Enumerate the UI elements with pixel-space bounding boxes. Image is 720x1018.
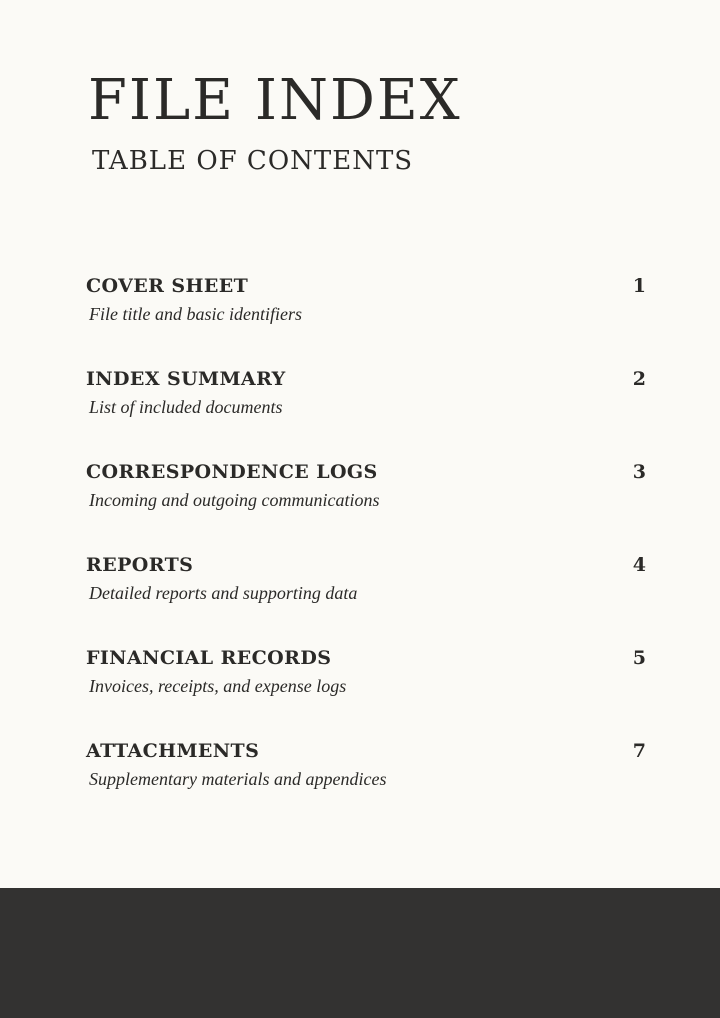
toc-entry-index-summary	[86, 365, 646, 458]
toc-entry-title: CORRESPONDENCE LOGS	[86, 461, 378, 483]
footer-band	[0, 888, 720, 1018]
toc-entry-page-number: 2	[632, 368, 646, 390]
toc-entry-description: Invoices, receipts, and expense logs	[89, 676, 347, 696]
page-title: FILE INDEX	[88, 68, 462, 133]
toc-entry-title: INDEX SUMMARY	[86, 368, 286, 390]
toc-entry-title: FINANCIAL RECORDS	[86, 647, 332, 669]
toc-entry-description: Detailed reports and supporting data	[89, 583, 358, 603]
toc-entry-title: COVER SHEET	[86, 275, 249, 297]
toc-entry-cover-sheet	[86, 272, 646, 365]
toc-entry-attachments	[86, 737, 646, 830]
toc-entry-page-number: 4	[632, 554, 646, 576]
table-of-contents	[86, 272, 646, 830]
toc-entry-page-number: 5	[632, 647, 646, 669]
toc-entry-title: REPORTS	[86, 554, 194, 576]
page-subtitle: TABLE OF CONTENTS	[92, 146, 414, 176]
toc-entry-correspondence-logs	[86, 458, 646, 551]
toc-entry-page-number: 7	[632, 740, 646, 762]
toc-entry-page-number: 1	[632, 275, 646, 297]
toc-entry-description: List of included documents	[89, 397, 283, 417]
toc-entry-description: Incoming and outgoing communications	[89, 490, 380, 510]
toc-entry-financial-records	[86, 644, 646, 737]
toc-entry-reports	[86, 551, 646, 644]
toc-entry-description: Supplementary materials and appendices	[89, 769, 387, 789]
toc-entry-page-number: 3	[632, 461, 646, 483]
toc-entry-title: ATTACHMENTS	[86, 740, 260, 762]
toc-entry-description: File title and basic identifiers	[89, 304, 302, 324]
